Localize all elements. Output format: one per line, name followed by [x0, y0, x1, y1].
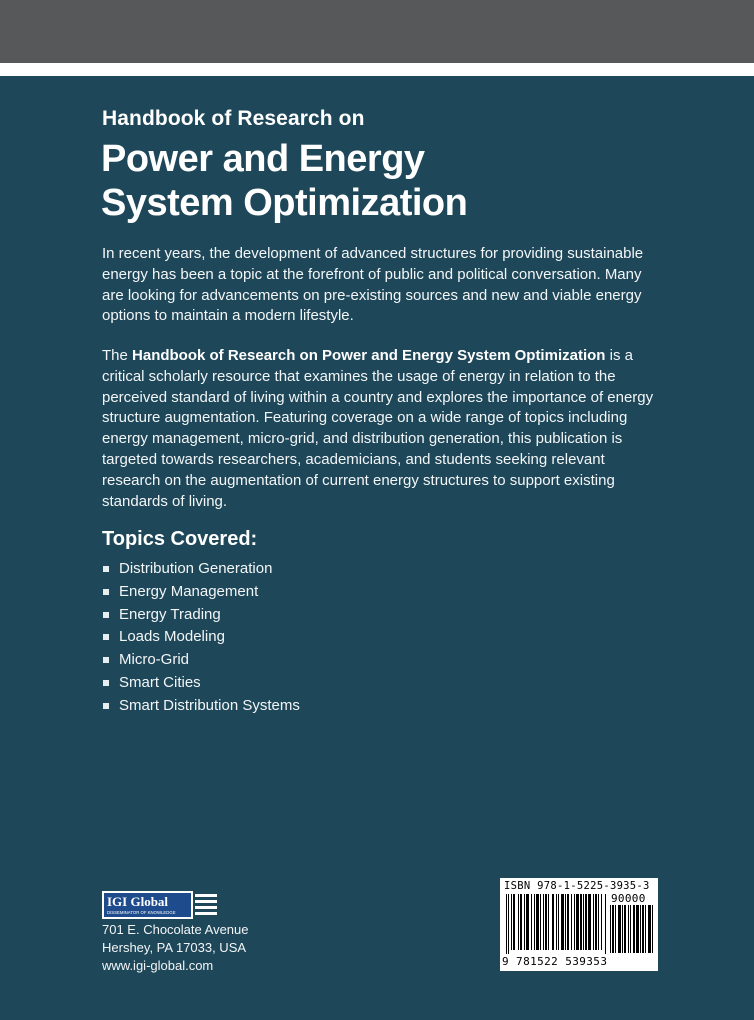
- barcode-bar: [545, 894, 547, 950]
- barcode-bar: [642, 905, 644, 953]
- barcode-bar: [583, 894, 584, 950]
- isbn-barcode: [500, 878, 658, 971]
- addon-bars: [610, 905, 654, 956]
- topics-list: [102, 558, 300, 718]
- barcode-bar: [588, 894, 591, 950]
- barcode-bar: [536, 894, 539, 950]
- topic-label: Distribution Generation: [119, 560, 273, 577]
- barcode-bar: [615, 905, 616, 953]
- barcode-bar: [628, 905, 629, 953]
- logo-name: IGI Global: [107, 894, 169, 909]
- square-bullet-icon: [103, 680, 109, 686]
- topic-label: Energy Management: [119, 582, 259, 600]
- address-street: 701 E. Chocolate Avenue: [102, 922, 249, 937]
- topic-label: Smart Cities: [119, 673, 201, 691]
- barcode-bar: [571, 894, 572, 950]
- logo-tagline: DISSEMINATOR OF KNOWLEDGE: [107, 910, 176, 915]
- topic-label: Energy Trading: [119, 605, 221, 623]
- square-bullet-icon: [103, 612, 109, 618]
- topic-item: [102, 672, 300, 695]
- topic-item: [102, 558, 300, 581]
- top-gray-band: [0, 0, 754, 63]
- barcode-bar: [618, 905, 621, 953]
- barcode-bar: [580, 894, 582, 950]
- topic-item: [102, 581, 300, 604]
- barcode-bar: [540, 894, 541, 950]
- book-title: [101, 137, 661, 225]
- barcode-bar: [556, 894, 557, 950]
- topic-item: [102, 626, 300, 649]
- topic-item: [102, 649, 300, 672]
- barcode-bar: [595, 894, 597, 950]
- barcode-bar: [506, 894, 507, 954]
- barcode-bar: [636, 905, 639, 953]
- barcode-bar: [548, 894, 549, 950]
- barcode-bar: [513, 894, 515, 950]
- ean-digits: 9 781522 539353: [502, 955, 608, 968]
- publisher-address: [102, 921, 249, 975]
- ean-bars: [506, 894, 606, 956]
- isbn-label: ISBN 978-1-5225-3935-3: [504, 880, 650, 892]
- topic-label: Loads Modeling: [119, 628, 225, 646]
- barcode-bar: [524, 894, 525, 950]
- book-title-line-2: System Optimization: [101, 182, 468, 224]
- barcode-bar: [652, 905, 653, 953]
- topic-label: Smart Distribution Systems: [119, 696, 300, 714]
- igi-global-logo: [102, 891, 219, 919]
- barcode-bar: [633, 905, 635, 953]
- white-strip: [0, 63, 754, 76]
- barcode-bar: [526, 894, 529, 950]
- para2-prefix: The: [102, 347, 133, 364]
- publisher-website: www.igi-global.com: [102, 958, 214, 973]
- barcode-bar: [610, 905, 611, 953]
- barcode-bar: [552, 894, 554, 950]
- barcode-bar: [511, 894, 512, 950]
- barcode-bar: [558, 894, 559, 950]
- barcode-bar: [508, 894, 509, 954]
- barcode-bar: [576, 894, 579, 950]
- barcode-bar: [640, 905, 641, 953]
- square-bullet-icon: [103, 703, 109, 709]
- barcode-bar: [622, 905, 623, 953]
- topics-heading: Topics Covered:: [102, 528, 258, 550]
- barcode-bar: [605, 894, 606, 954]
- barcode-bar: [593, 894, 594, 950]
- book-title-line-1: Power and Energy: [101, 138, 425, 180]
- barcode-bar: [574, 894, 575, 950]
- barcode-bar: [648, 905, 651, 953]
- description-paragraph-1: In recent years, the development of advanced structures for providing sustainable energy has been a topic at the forefront of public and political conversation. Many are looking for advancements on pre-existing sources and new and viable energy options to maintain a modern lifestyle.: [102, 245, 644, 325]
- barcode-bar: [518, 894, 519, 950]
- barcode-bar: [630, 905, 631, 953]
- para2-rest: is a critical scholarly resource that examines the usage of energy in relation to the perceived standard of living within a country and explores the importance of energy structure augmentation. Featuring coverage on a wide range of topics including energy management, micro-grid, and distribution generation, this publication is targeted towards researchers, academicians, and students seeking relevant research on the augmentation of current energy structures to support existing standards of living.: [102, 347, 654, 510]
- topic-item: [102, 695, 300, 718]
- barcode-bar: [645, 905, 646, 953]
- para2-book-name: Handbook of Research on Power and Energy System Optimization: [132, 347, 606, 364]
- square-bullet-icon: [103, 634, 109, 640]
- barcode-bar: [585, 894, 587, 950]
- barcode-bar: [598, 894, 599, 950]
- barcode-bar: [567, 894, 569, 950]
- barcode-bar: [543, 894, 544, 950]
- addon-digits: 90000: [611, 892, 646, 905]
- barcode-bar: [520, 894, 522, 950]
- topic-item: [102, 604, 300, 627]
- barcode-bar: [561, 894, 564, 950]
- square-bullet-icon: [103, 566, 109, 572]
- barcode-bar: [534, 894, 535, 950]
- address-city: Hershey, PA 17033, USA: [102, 940, 247, 955]
- barcode-bar: [531, 894, 532, 950]
- barcode-bar: [601, 894, 602, 950]
- description-paragraph-2: [102, 346, 662, 512]
- barcode-bar: [565, 894, 566, 950]
- barcode-bar: [612, 905, 614, 953]
- square-bullet-icon: [103, 657, 109, 663]
- book-subtitle: Handbook of Research on: [102, 107, 365, 130]
- topic-label: Micro-Grid: [119, 651, 189, 669]
- square-bullet-icon: [103, 589, 109, 595]
- barcode-bar: [624, 905, 626, 953]
